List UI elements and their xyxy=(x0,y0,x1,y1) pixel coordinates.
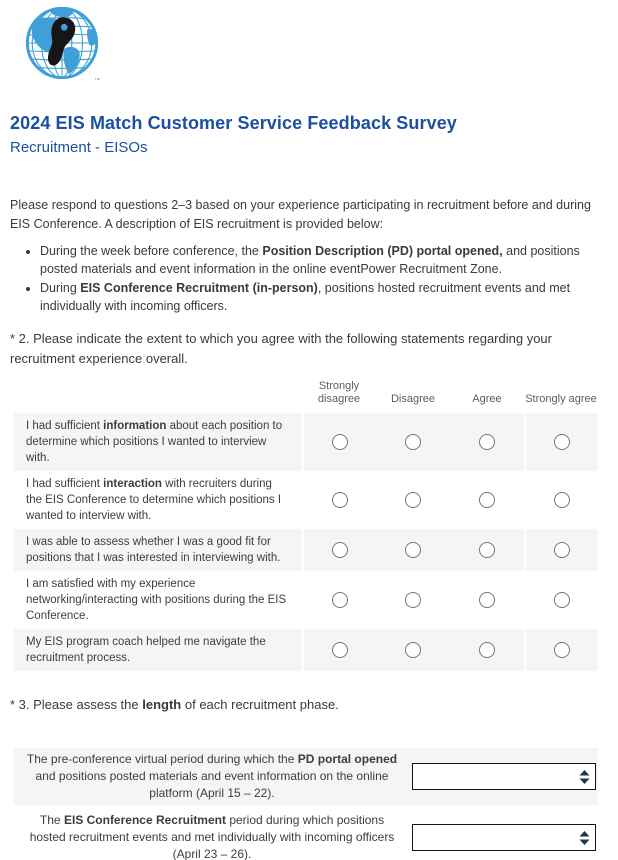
intro-bullet: • During the week before conference, the Position Description (PD) portal opened, and positions posted materials and event information in the online eventPower Recruitment Zone. xyxy=(40,243,596,278)
q2-row1-radio-strongly-agree[interactable] xyxy=(554,434,570,450)
q2-row3-radio-disagree[interactable] xyxy=(405,542,421,558)
q2-statement: I was able to assess whether I was a good fit for positions that I was interested in interviewing with. xyxy=(14,529,302,571)
q2-row5-radio-agree[interactable] xyxy=(479,642,495,658)
q2-row1-radio-strongly-disagree[interactable] xyxy=(332,434,348,450)
q2-statement: My EIS program coach helped me navigate the recruitment process. xyxy=(14,629,302,671)
intro-paragraph: Please respond to questions 2–3 based on your experience participating in recruitment before and during EIS Conference. A description of EIS recruitment is provided below: xyxy=(10,198,591,231)
q2-row2-radio-disagree[interactable] xyxy=(405,492,421,508)
question-2-matrix xyxy=(14,380,598,671)
question-2-label: * 2. Please indicate the extent to which you agree with the following statements regarding your recruitment experience overall. xyxy=(10,331,552,366)
q2-row2-radio-agree[interactable] xyxy=(479,492,495,508)
matrix-header-strongly-agree: Strongly agree xyxy=(525,393,597,405)
q2-statement: I had sufficient interaction with recruiters during the EIS Conference to determine which positions I wanted to interview with. xyxy=(26,478,282,522)
q2-row1-radio-agree[interactable] xyxy=(479,434,495,450)
intro-bullet: • During EIS Conference Recruitment (in-person), positions hosted recruitment events and met individually with incoming officers. xyxy=(40,280,596,315)
matrix-header-strongly-disagree: Strongly disagree xyxy=(317,380,361,405)
q2-statement: I am satisfied with my experience networking/interacting with positions during the EIS Conference. xyxy=(26,578,287,622)
q2-row4-radio-agree[interactable] xyxy=(479,592,495,608)
q2-row3-radio-strongly-disagree[interactable] xyxy=(332,542,348,558)
q2-statement: I had sufficient information about each position to determine which positions I wanted to interview with. xyxy=(14,413,302,471)
matrix-header-empty xyxy=(14,380,302,413)
matrix-header-agree: Agree xyxy=(472,393,502,405)
q2-row5-radio-disagree[interactable] xyxy=(405,642,421,658)
globe-shoe-icon xyxy=(22,4,104,84)
q3-statement: The EIS Conference Recruitment period during which positions hosted recruitment events and met individually with incoming officers (April 23 – 26). xyxy=(29,813,395,860)
q3-statement: The pre-conference virtual period during which the PD portal opened and positions posted materials and event information on the online platform (April 15 – 22). xyxy=(14,748,410,805)
survey-subtitle: Recruitment - EISOs xyxy=(10,139,148,156)
q2-row5-radio-strongly-disagree[interactable] xyxy=(332,642,348,658)
question-3-table xyxy=(14,748,598,860)
q2-row1-radio-disagree[interactable] xyxy=(405,434,421,450)
q3-row1-dropdown[interactable] xyxy=(412,763,596,790)
matrix-header-disagree: Disagree xyxy=(390,393,436,405)
eis-globe-shoe-logo xyxy=(22,4,104,84)
q3-row xyxy=(14,748,598,805)
q2-row4-radio-strongly-disagree[interactable] xyxy=(332,592,348,608)
trademark-symbol: ™ xyxy=(94,78,101,84)
q3-row2-dropdown[interactable] xyxy=(412,824,596,851)
q2-row4-radio-strongly-agree[interactable] xyxy=(554,592,570,608)
q2-row3-radio-strongly-agree[interactable] xyxy=(554,542,570,558)
q2-row2-radio-strongly-disagree[interactable] xyxy=(332,492,348,508)
chevron-up-down-icon xyxy=(579,769,590,785)
question-3-label: * 3. Please assess the length of each recruitment phase. xyxy=(10,697,339,712)
chevron-up-down-icon xyxy=(579,830,590,846)
intro-bullet-list xyxy=(10,243,596,315)
q2-row3-radio-agree[interactable] xyxy=(479,542,495,558)
q3-row xyxy=(14,809,598,860)
q2-row5-radio-strongly-agree[interactable] xyxy=(554,642,570,658)
q2-row2-radio-strongly-agree[interactable] xyxy=(554,492,570,508)
q2-row4-radio-disagree[interactable] xyxy=(405,592,421,608)
survey-title: 2024 EIS Match Customer Service Feedback Survey xyxy=(10,113,457,133)
